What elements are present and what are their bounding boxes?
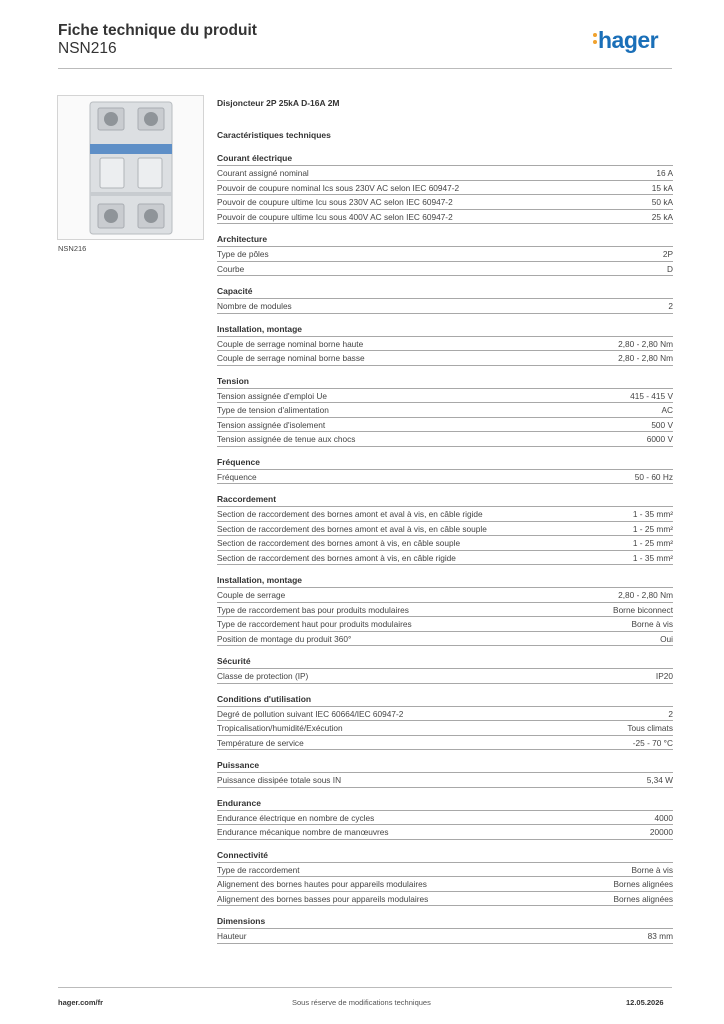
spec-label: Type de tension d'alimentation — [217, 405, 329, 415]
spec-value: Borne à vis — [631, 864, 673, 875]
spec-value: 500 V — [651, 419, 673, 430]
spec-row — [217, 431, 673, 447]
spec-value: 16 A — [656, 168, 673, 178]
spec-label: Pouvoir de coupure nominal Ics sous 230V AC selon IEC 60947-2 — [217, 182, 460, 193]
spec-row — [217, 668, 673, 684]
spec-label: Fréquence — [217, 471, 257, 482]
spec-row — [217, 735, 673, 751]
spec-group — [217, 285, 673, 314]
spec-row — [217, 246, 673, 261]
spec-row — [217, 720, 673, 735]
spec-label: Pouvoir de coupure ultime Icu sous 230V AC selon IEC 60947-2 — [217, 197, 453, 207]
spec-row — [217, 602, 673, 617]
spec-rows — [217, 506, 673, 565]
spec-label: Couple de serrage nominal borne basse — [217, 353, 365, 363]
spec-group — [217, 323, 673, 366]
spec-rows — [217, 388, 673, 447]
product-reference: NSN216 — [58, 40, 117, 57]
footer-website: hager.com/fr — [58, 998, 104, 1007]
footer-divider — [58, 987, 672, 988]
spec-label: Courbe — [217, 263, 245, 274]
spec-group-title: Connectivité — [217, 849, 269, 860]
spec-label: Tension assignée d'isolement — [217, 419, 326, 430]
spec-value: D — [667, 263, 673, 274]
spec-group — [217, 759, 673, 788]
spec-row — [217, 824, 673, 840]
spec-label: Alignement des bornes basses pour appareils modulaires — [217, 893, 429, 904]
spec-row — [217, 876, 673, 891]
spec-value: AC — [661, 405, 673, 415]
spec-label: Section de raccordement des bornes amont et aval à vis, en câble souple — [217, 523, 487, 534]
spec-value: 50 - 60 Hz — [634, 471, 673, 482]
spec-rows — [217, 165, 673, 224]
spec-label: Degré de pollution suivant IEC 60664/IEC 60947-2 — [217, 708, 404, 719]
spec-row — [217, 506, 673, 521]
spec-rows — [217, 810, 673, 840]
spec-value: 2 — [668, 301, 673, 311]
spec-row — [217, 298, 673, 314]
spec-rows — [217, 706, 673, 751]
spec-row — [217, 180, 673, 195]
spec-value: Borne à vis — [631, 619, 673, 629]
spec-value: 1 - 25 mm² — [632, 523, 673, 534]
spec-group-title: Endurance — [217, 797, 261, 808]
spec-group — [217, 797, 673, 840]
spec-value: Bornes alignées — [613, 893, 673, 904]
spec-label: Section de raccordement des bornes amont à vis, en câble souple — [217, 538, 461, 548]
spec-row — [217, 862, 673, 877]
spec-row — [217, 521, 673, 536]
spec-group-title: Puissance — [217, 760, 260, 770]
spec-value: Tous climats — [627, 723, 673, 733]
spec-row — [217, 165, 673, 180]
spec-groups — [217, 152, 673, 944]
spec-row — [217, 928, 673, 944]
spec-row — [217, 261, 673, 277]
spec-label: Couple de serrage — [217, 590, 286, 600]
spec-group — [217, 233, 673, 276]
spec-rows — [217, 928, 673, 944]
spec-row — [217, 194, 673, 209]
spec-label: Couple de serrage nominal borne haute — [217, 338, 364, 349]
spec-group — [217, 152, 673, 224]
product-name: Disjoncteur 2P 25kA D-16A 2M — [217, 98, 340, 108]
spec-group — [217, 493, 673, 565]
spec-value: 415 - 415 V — [630, 390, 673, 401]
spec-value: 2 — [668, 708, 673, 719]
spec-label: Pouvoir de coupure ultime Icu sous 400V AC selon IEC 60947-2 — [217, 211, 453, 222]
spec-row — [217, 535, 673, 550]
spec-value: 20000 — [649, 827, 673, 837]
spec-value: IP20 — [655, 671, 673, 681]
spec-group-title: Dimensions — [217, 916, 266, 926]
spec-row — [217, 388, 673, 403]
spec-label: Type de pôles — [217, 249, 269, 259]
spec-label: Endurance électrique en nombre de cycles — [217, 812, 375, 823]
spec-value: 1 - 35 mm² — [632, 509, 673, 519]
spec-rows — [217, 862, 673, 907]
spec-rows — [217, 469, 673, 485]
spec-row — [217, 469, 673, 485]
image-caption: NSN216 — [58, 244, 87, 253]
spec-label: Type de raccordement — [217, 864, 300, 875]
spec-label: Tension assignée de tenue aux chocs — [217, 434, 356, 444]
spec-group-title: Installation, montage — [217, 575, 303, 585]
spec-row — [217, 706, 673, 721]
spec-row — [217, 891, 673, 907]
spec-rows — [217, 298, 673, 314]
spec-value: 15 kA — [651, 182, 673, 193]
spec-content — [217, 96, 673, 953]
spec-value: 2,80 - 2,80 Nm — [618, 338, 673, 349]
spec-row — [217, 350, 673, 366]
spec-row — [217, 402, 673, 417]
spec-rows — [217, 246, 673, 276]
spec-label: Type de raccordement haut pour produits modulaires — [217, 619, 412, 629]
spec-group — [217, 456, 673, 485]
spec-label: Tension assignée d'emploi Ue — [217, 390, 327, 401]
spec-value: Borne biconnect — [613, 604, 673, 615]
spec-label: Nombre de modules — [217, 301, 292, 311]
hager-logo: hager — [593, 27, 658, 54]
spec-row — [217, 550, 673, 566]
spec-row — [217, 810, 673, 825]
spec-group — [217, 655, 673, 684]
spec-label: Section de raccordement des bornes amont et aval à vis, en câble rigide — [217, 509, 483, 519]
spec-group-title: Architecture — [217, 234, 268, 244]
spec-group-title: Sécurité — [217, 656, 251, 666]
spec-row — [217, 587, 673, 602]
spec-group-title: Conditions d'utilisation — [217, 693, 312, 704]
spec-value: 5,34 W — [646, 775, 673, 785]
spec-group — [217, 849, 673, 907]
spec-value: 83 mm — [647, 931, 673, 941]
spec-group — [217, 375, 673, 447]
spec-value: 2,80 - 2,80 Nm — [618, 590, 673, 600]
spec-label: Position de montage du produit 360° — [217, 633, 352, 644]
spec-value: -25 - 70 °C — [632, 737, 673, 748]
spec-group — [217, 915, 673, 944]
spec-label: Section de raccordement des bornes amont à vis, en câble rigide — [217, 552, 456, 563]
spec-label: Hauteur — [217, 931, 247, 941]
spec-rows — [217, 668, 673, 684]
spec-label: Température de service — [217, 737, 304, 748]
spec-row — [217, 616, 673, 631]
page-title: Fiche technique du produit — [58, 22, 257, 39]
spec-group — [217, 574, 673, 646]
spec-row — [217, 772, 673, 788]
spec-group-title: Capacité — [217, 286, 253, 296]
spec-rows — [217, 587, 673, 646]
spec-value: 50 kA — [651, 197, 673, 207]
spec-label: Puissance dissipée totale sous IN — [217, 775, 342, 785]
spec-row — [217, 417, 673, 432]
spec-value: 4000 — [654, 812, 673, 823]
product-image — [57, 95, 204, 240]
footer-disclaimer: Sous réserve de modifications techniques — [292, 998, 431, 1007]
spec-value: 6000 V — [646, 434, 673, 444]
header-divider — [58, 68, 672, 69]
spec-label: Courant assigné nominal — [217, 168, 309, 178]
spec-row — [217, 631, 673, 647]
spec-label: Alignement des bornes hautes pour appareils modulaires — [217, 879, 427, 889]
spec-row — [217, 336, 673, 351]
spec-label: Classe de protection (IP) — [217, 671, 309, 681]
spec-label: Type de raccordement bas pour produits modulaires — [217, 604, 409, 615]
spec-group-title: Raccordement — [217, 494, 277, 504]
section-title: Caractéristiques techniques — [217, 130, 331, 140]
spec-value: 2,80 - 2,80 Nm — [618, 353, 673, 363]
spec-value: Bornes alignées — [613, 879, 673, 889]
spec-group-title: Courant électrique — [217, 153, 293, 163]
spec-value: Oui — [660, 633, 673, 644]
spec-group-title: Tension — [217, 375, 249, 386]
spec-value: 25 kA — [651, 211, 673, 222]
spec-rows — [217, 772, 673, 788]
spec-value: 1 - 35 mm² — [632, 552, 673, 563]
spec-label: Endurance mécanique nombre de manœuvres — [217, 827, 389, 837]
footer-date: 12.05.2026 — [626, 998, 664, 1007]
spec-value: 1 - 25 mm² — [632, 538, 673, 548]
spec-rows — [217, 336, 673, 366]
spec-group-title: Fréquence — [217, 456, 260, 467]
spec-row — [217, 209, 673, 225]
spec-group-title: Installation, montage — [217, 323, 303, 334]
spec-value: 2P — [662, 249, 673, 259]
spec-label: Tropicalisation/humidité/Exécution — [217, 723, 343, 733]
spec-group — [217, 693, 673, 751]
